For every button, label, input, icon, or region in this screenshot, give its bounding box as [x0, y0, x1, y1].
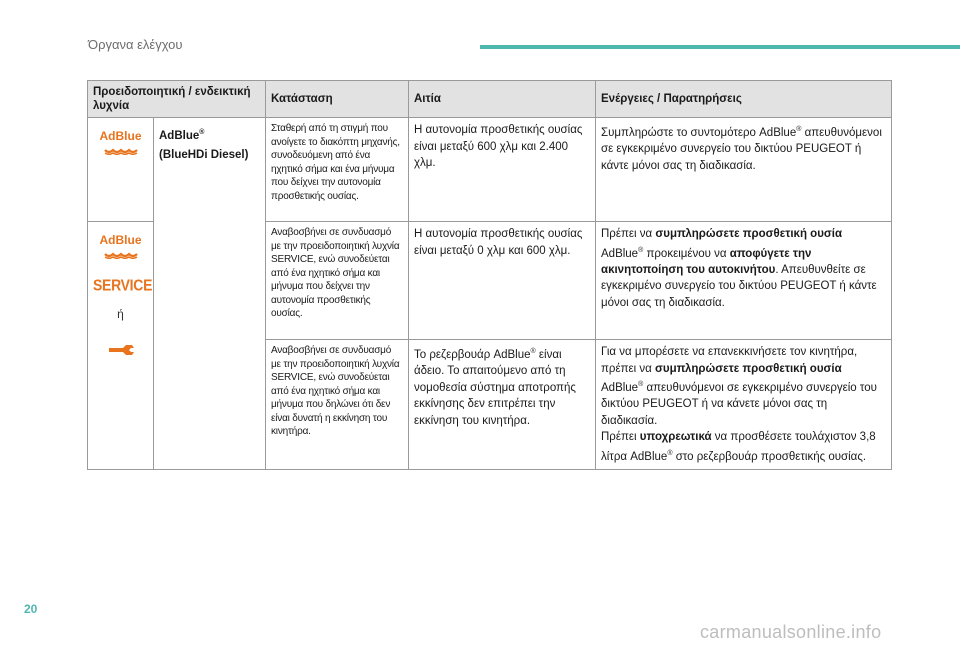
table-row [88, 118, 892, 222]
icon-cell-adblue [88, 118, 154, 222]
adblue-wave-icon [104, 251, 138, 259]
indicator-name: AdBlue® [159, 129, 205, 142]
adblue-icon: AdBlue [99, 129, 142, 143]
watermark: carmanualsonline.info [700, 622, 882, 642]
adblue-icon: AdBlue [99, 233, 142, 247]
row3-cause: Το ρεζερβουάρ AdBlue® είναι άδειο. Το απαιτούμενο από τη νομοθεσία σύστημα αποτροπής εκκίνησης δεν επιτρέπει την εκκίνηση του κινητήρα. [409, 340, 596, 470]
header-cause: Αιτία [409, 81, 596, 118]
row2-actions: Πρέπει να συμπληρώσετε προσθετική ουσία AdBlue® προκειμένου να αποφύγετε την ακινητοποίηση του αυτοκινήτου. Απευθυνθείτε σε εγκεκριμένο συνεργείο του δικτύου PEUGEOT ή κάντε μόνοι σας τη διαδικασία. [596, 222, 892, 340]
adblue-wave-icon [104, 147, 138, 155]
or-text: ή [117, 307, 124, 321]
header-indicator: Προειδοποιητική / ενδεικτική λυχνία [88, 81, 266, 118]
warning-lights-table [87, 80, 892, 470]
row1-state: Σταθερή από τη στιγμή που ανοίγετε το διακόπτη μηχανής, συνοδευόμενη από ένα ηχητικό σήμα και ένα μήνυμα που δείχνει την αυτονομία προσθετικής ουσίας. [266, 118, 409, 222]
row1-actions: Συμπληρώστε το συντομότερο AdBlue® απευθυνόμενοι σε εγκεκριμένο συνεργείο του δικτύου PEUGEOT ή κάντε μόνοι σας τη διαδικασία. [596, 118, 892, 222]
row2-state: Αναβοσβήνει σε συνδυασμό με την προειδοποιητική λυχνία SERVICE, ενώ συνοδεύεται από ένα ηχητικό σήμα και μήνυμα που δείχνει την αυτονομία προσθετικής ουσίας. [266, 222, 409, 340]
page-number: 20 [24, 602, 38, 616]
header-actions: Ενέργειες / Παρατηρήσεις [596, 81, 892, 118]
wrench-icon [107, 343, 135, 357]
indicator-name-cell [154, 118, 266, 470]
row3-actions: Για να μπορέσετε να επανεκκινήσετε τον κινητήρα, πρέπει να συμπληρώσετε προσθετική ουσία AdBlue® απευθυνόμενοι σε εγκεκριμένο συνεργείο του δικτύου PEUGEOT ή να κάνετε μόνοι σας τη διαδικασία. Πρέπει υποχρεωτικά να προσθέσετε τουλάχιστον 3,8 λίτρα AdBlue® στο ρεζερβουάρ προσθετικής ουσίας. [596, 340, 892, 470]
section-title: Όργανα ελέγχου [88, 37, 183, 52]
row1-cause: Η αυτονομία προσθετικής ουσίας είναι μεταξύ 600 χλμ και 2.400 χλμ. [409, 118, 596, 222]
row3-state: Αναβοσβήνει σε συνδυασμό με την προειδοποιητική λυχνία SERVICE, ενώ συνοδεύεται από ένα ηχητικό σήμα και μήνυμα που δηλώνει ότι δεν είναι δυνατή η εκκίνηση του κινητήρα. [266, 340, 409, 470]
header-accent-bar [480, 45, 960, 49]
icon-cell-service [88, 222, 154, 470]
table-header-row [88, 81, 892, 118]
indicator-name-sub: (BlueHDi Diesel) [159, 148, 249, 161]
service-icon: SERVICE [93, 275, 153, 295]
row2-cause: Η αυτονομία προσθετικής ουσίας είναι μεταξύ 0 χλμ και 600 χλμ. [409, 222, 596, 340]
header-state: Κατάσταση [266, 81, 409, 118]
